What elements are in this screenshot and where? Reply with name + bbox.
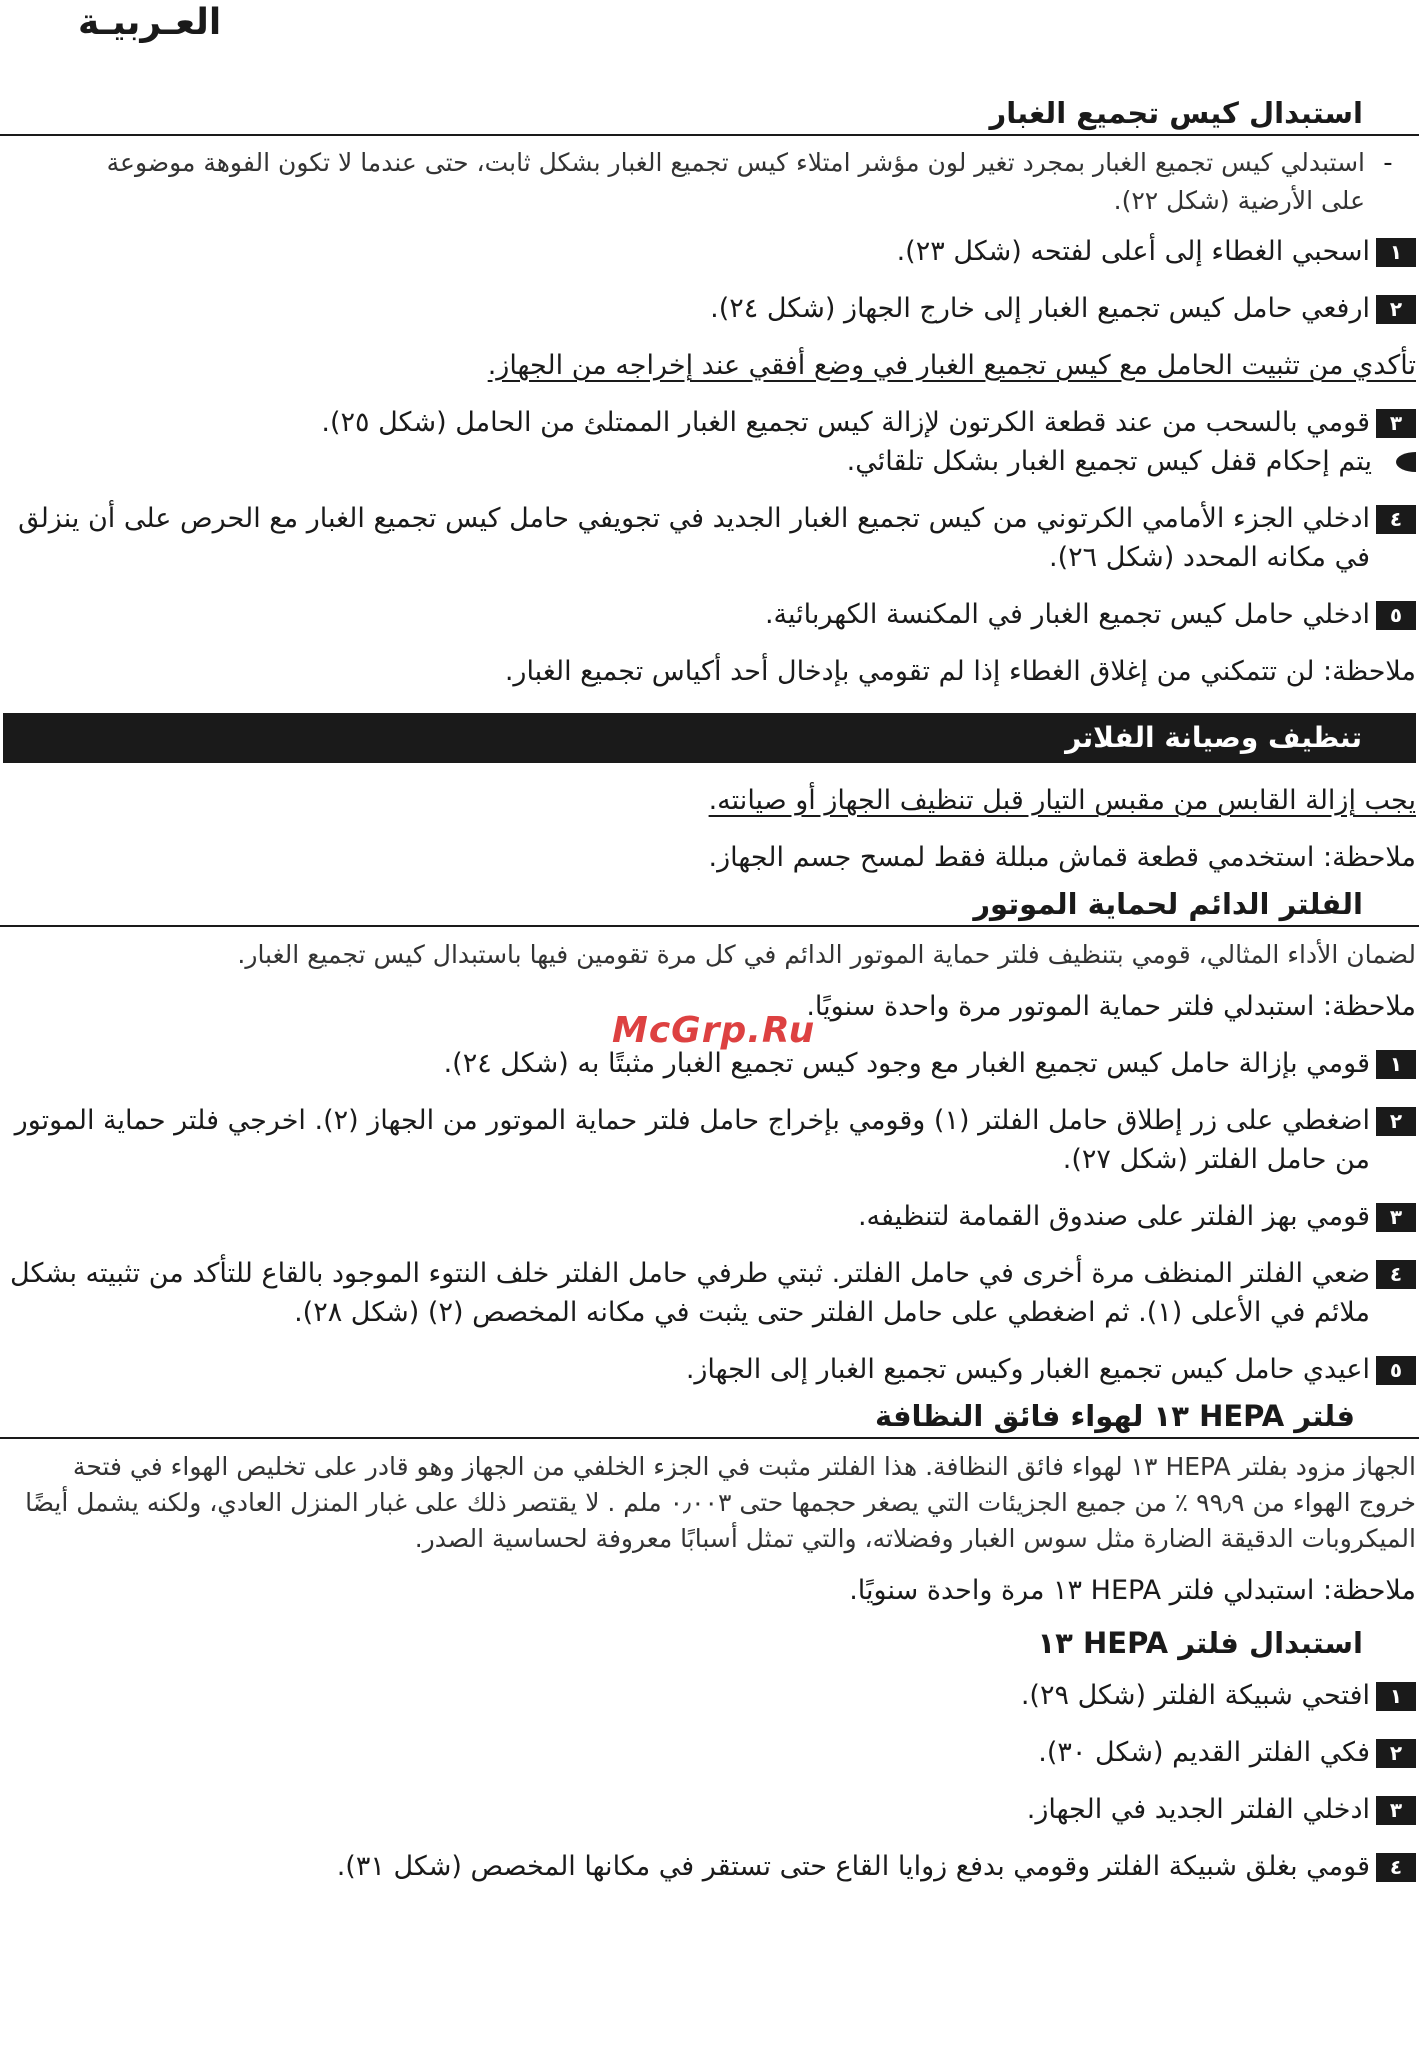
step-text: ارفعي حامل كيس تجميع الغبار إلى خارج الجهاز (شكل ٢٤). — [710, 293, 1370, 324]
step-number: ٤ — [1376, 505, 1416, 534]
subsection-title-replace-hepa: استبدال فلتر HEPA ١٣ — [1037, 1626, 1363, 1660]
step-number: ٣ — [1376, 409, 1416, 438]
step-item — [0, 595, 1419, 634]
step-text: اعيدي حامل كيس تجميع الغبار وكيس تجميع الغبار إلى الجهاز. — [685, 1354, 1370, 1385]
step-number: ١ — [1376, 1682, 1416, 1711]
step-text: ادخلي الجزء الأمامي الكرتوني من كيس تجميع الغبار الجديد في تجويفي حامل كيس تجميع الغبار مع الحرص على أن ينزلق في مكانه المحدد (شكل ٢٦). — [18, 503, 1370, 573]
section-rule — [0, 134, 1419, 136]
step-text: فكي الفلتر القديم (شكل ٣٠). — [1038, 1737, 1370, 1768]
step-number: ٣ — [1376, 1203, 1416, 1232]
step-item — [0, 1254, 1419, 1332]
section-title-motor-filter: الفلتر الدائم لحماية الموتور — [973, 887, 1363, 921]
step-number: ١ — [1376, 1050, 1416, 1079]
bullet-text: يتم إحكام قفل كيس تجميع الغبار بشكل تلقائي. — [846, 446, 1372, 477]
intro-text: لضمان الأداء المثالي، قومي بتنظيف فلتر حماية الموتور الدائم في كل مرة تقومين فيها باستبدال كيس تجميع الغبار. — [237, 940, 1416, 969]
intro-text: الجهاز مزود بفلتر HEPA ١٣ لهواء فائق النظافة. هذا الفلتر مثبت في الجزء الخلفي من الجهاز وهو قادر على تخليص الهواء في فتحة خروج الهواء من ٩٩٫٩ ٪ من جميع الجزيئات التي يصغر حجمها حتى ٠٫٠٠٣ ملم . لا يقتصر ذلك على غبار المنزل العادي، ولكنه يشمل أيضًا الميكروبات الدقيقة الضارة مثل سوس الغبار وفضلاته، والتي تمثل أسبابًا معروفة لحساسية الصدر. — [25, 1452, 1416, 1553]
result-bullet — [0, 442, 1419, 481]
step-text: ضعي الفلتر المنظف مرة أخرى في حامل الفلتر. ثبتي طرفي حامل الفلتر خلف النتوء الموجود بالقاع للتأكد من تثبيته بشكل ملائم في الأعلى (١). ثم اضغطي على حامل الفلتر حتى يثبت في مكانه المخصص (٢) (شكل ٢٨). — [10, 1258, 1370, 1328]
step-number: ٥ — [1376, 1356, 1416, 1385]
step-number: ٣ — [1376, 1796, 1416, 1825]
step-number: ٤ — [1376, 1260, 1416, 1289]
step-text: قومي بهز الفلتر على صندوق القمامة لتنظيفه. — [857, 1201, 1370, 1232]
watermark-logo: McGrp.Ru — [612, 1010, 816, 1051]
step-item — [0, 1733, 1419, 1772]
step-item — [0, 289, 1419, 328]
step-number: ٤ — [1376, 1853, 1416, 1882]
step-number: ٥ — [1376, 601, 1416, 630]
step-item — [0, 1350, 1419, 1389]
step-number: ٢ — [1376, 1739, 1416, 1768]
section-rule — [0, 925, 1419, 927]
warning-text — [0, 781, 1419, 820]
step-number: ٢ — [1376, 1107, 1416, 1136]
step-item — [0, 403, 1419, 442]
section-title-cleaning: تنظيف وصيانة الفلاتر — [3, 713, 1416, 763]
page-content — [0, 92, 1419, 2064]
step-item — [0, 1847, 1419, 1886]
step-item — [0, 1197, 1419, 1236]
note-text: ملاحظة: لن تتمكني من إغلاق الغطاء إذا لم تقومي بإدخال أحد أكياس تجميع الغبار. — [504, 656, 1416, 687]
note-text: ملاحظة: استخدمي قطعة قماش مبللة فقط لمسح جسم الجهاز. — [708, 842, 1416, 873]
dash-marker: - — [1383, 148, 1393, 178]
section-title-hepa: فلتر HEPA ١٣ لهواء فائق النظافة — [874, 1399, 1355, 1433]
step-text: اضغطي على زر إطلاق حامل الفلتر (١) وقومي بإخراج حامل فلتر حماية الموتور من الجهاز (٢). اخرجي فلتر حماية الموتور من حامل الفلتر (شكل ٢٧). — [14, 1105, 1370, 1175]
section-rule — [0, 1437, 1419, 1439]
step-item — [0, 499, 1419, 577]
step-text: افتحي شبيكة الفلتر (شكل ٢٩). — [1020, 1680, 1370, 1711]
language-header: العـربيـة — [78, 2, 222, 43]
step-text: اسحبي الغطاء إلى أعلى لفتحه (شكل ٢٣). — [896, 236, 1370, 267]
step-text: قومي بإزالة حامل كيس تجميع الغبار مع وجود كيس تجميع الغبار مثبتًا به (شكل ٢٤). — [443, 1048, 1370, 1079]
section-title-replace-bag: استبدال كيس تجميع الغبار — [989, 96, 1363, 130]
warning-text — [0, 346, 1419, 385]
step-item — [0, 1676, 1419, 1715]
warning-underlined: تأكدي من تثبيت الحامل مع كيس تجميع الغبار في وضع أفقي عند إخراجه من الجهاز. — [487, 350, 1416, 381]
step-number: ٢ — [1376, 295, 1416, 324]
intro-list-item — [0, 144, 1419, 220]
step-text: قومي بغلق شبيكة الفلتر وقومي بدفع زوايا القاع حتى تستقر في مكانها المخصص (شكل ٣١). — [336, 1851, 1370, 1882]
note-text: ملاحظة: استبدلي فلتر HEPA ١٣ مرة واحدة سنويًا. — [849, 1575, 1416, 1606]
note-text: ملاحظة: استبدلي فلتر حماية الموتور مرة واحدة سنويًا. — [806, 991, 1416, 1022]
half-circle-bullet-icon — [1396, 452, 1416, 472]
step-number: ١ — [1376, 238, 1416, 267]
step-item — [0, 1101, 1419, 1179]
intro-text: استبدلي كيس تجميع الغبار بمجرد تغير لون مؤشر امتلاء كيس تجميع الغبار بشكل ثابت، حتى عندما لا تكون الفوهة موضوعة على الأرضية (شكل ٢٢). — [106, 148, 1365, 215]
step-text: ادخلي حامل كيس تجميع الغبار في المكنسة الكهربائية. — [764, 599, 1370, 630]
step-item — [0, 232, 1419, 271]
step-item — [0, 1790, 1419, 1829]
step-text: ادخلي الفلتر الجديد في الجهاز. — [1026, 1794, 1370, 1825]
step-text: قومي بالسحب من عند قطعة الكرتون لإزالة كيس تجميع الغبار الممتلئ من الحامل (شكل ٢٥). — [321, 407, 1370, 438]
warning-underlined: يجب إزالة القابس من مقبس التيار قبل تنظيف الجهاز أو صيانته. — [708, 785, 1416, 816]
